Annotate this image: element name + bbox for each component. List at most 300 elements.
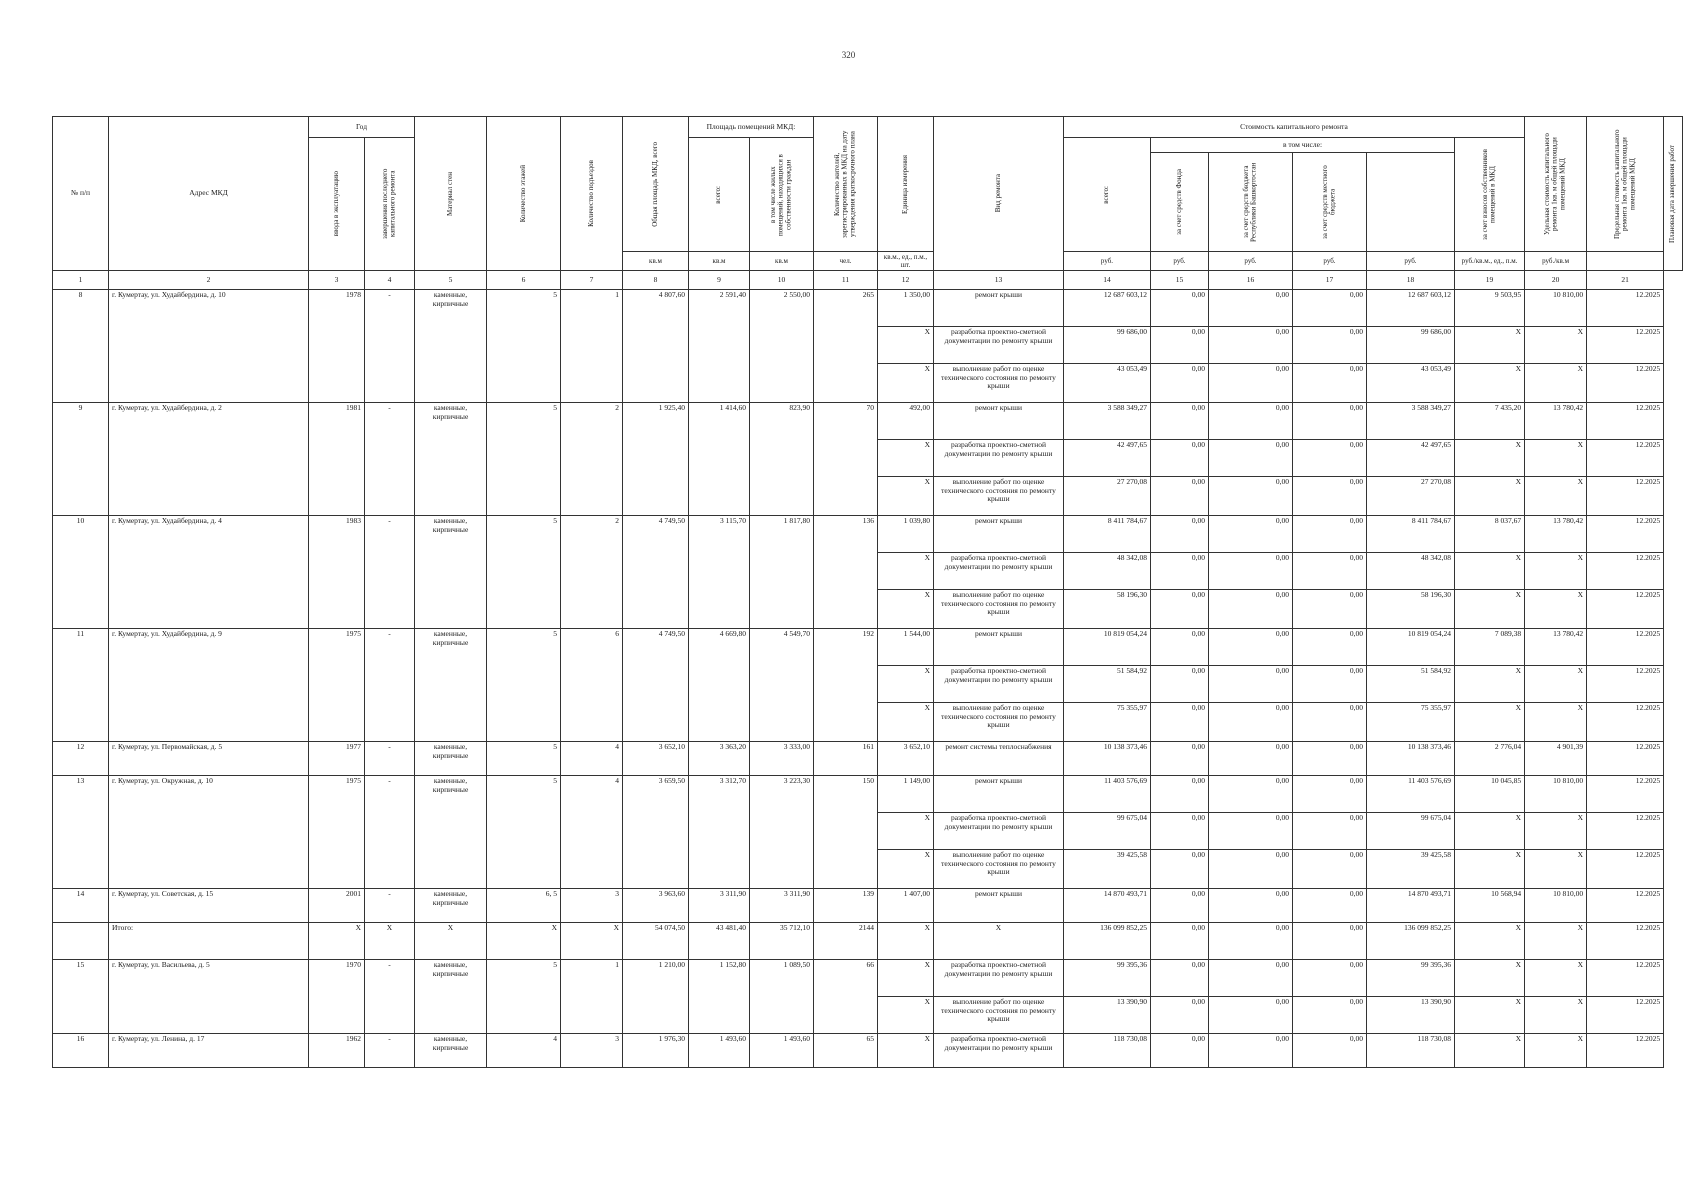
cell-date: 12.2025 — [1587, 440, 1664, 477]
cell-type: X — [934, 923, 1064, 960]
cell-prem-incl: 2 550,00 — [750, 290, 814, 403]
cell-fund: 0,00 — [1151, 1034, 1209, 1068]
cell-date: 12.2025 — [1587, 776, 1664, 813]
cell-floors: 6, 5 — [487, 889, 561, 923]
cell-unit: X — [878, 477, 934, 516]
cell-floors: 5 — [487, 516, 561, 629]
cell-owners: 118 730,08 — [1367, 1034, 1455, 1068]
cell-residents: 139 — [814, 889, 878, 923]
cell-limit: X — [1525, 1034, 1587, 1068]
col-material: Материал стен — [415, 117, 487, 271]
cell-limit: X — [1525, 364, 1587, 403]
col-year-last-repair: завершения последнего капитального ремонта — [365, 138, 415, 271]
cell-fund: 0,00 — [1151, 516, 1209, 553]
col-specific-cost: Удельная стоимость капитального ремонта 1кв. м общей площади помещений МКД — [1525, 117, 1587, 252]
cell-floors: 5 — [487, 403, 561, 516]
capital-repair-table — [52, 116, 1683, 1068]
cell-date: 12.2025 — [1587, 813, 1664, 850]
cell-limit: X — [1525, 997, 1587, 1034]
cell-fund: 0,00 — [1151, 327, 1209, 364]
cell-local: 0,00 — [1293, 290, 1367, 327]
cell-local: 0,00 — [1293, 477, 1367, 516]
cell-num: 16 — [53, 1034, 109, 1068]
cell-year: 1970 — [309, 960, 365, 1034]
col-premises-group: Площадь помещений МКД: — [689, 117, 814, 138]
cell-fund: 0,00 — [1151, 553, 1209, 590]
cell-address: г. Кумертау, ул. Ленина, д. 17 — [109, 1034, 309, 1068]
col-premises-total: всего: — [689, 138, 750, 252]
cell-area: 4 749,50 — [623, 516, 689, 629]
cell-fund: 0,00 — [1151, 290, 1209, 327]
cell-unit: 3 652,10 — [878, 742, 934, 776]
cell-prem-total: 1 152,80 — [689, 960, 750, 1034]
cell-local: 0,00 — [1293, 742, 1367, 776]
cell-area: 3 963,60 — [623, 889, 689, 923]
cell-year: 1975 — [309, 629, 365, 742]
cell-entrances: 1 — [561, 960, 623, 1034]
cell-spec: 10 568,94 — [1455, 889, 1525, 923]
table-row — [53, 889, 1683, 923]
cell-unit: X — [878, 850, 934, 889]
cell-date: 12.2025 — [1587, 889, 1664, 923]
cell-limit: 4 901,39 — [1525, 742, 1587, 776]
cell-local: 0,00 — [1293, 516, 1367, 553]
cell-rep: 0,00 — [1209, 850, 1293, 889]
cell-unit: X — [878, 440, 934, 477]
cell-area: 4 749,50 — [623, 629, 689, 742]
cell-rep: 0,00 — [1209, 997, 1293, 1034]
cell-spec: 10 045,85 — [1455, 776, 1525, 813]
col-cost-total: всего: — [1064, 138, 1151, 252]
cell-spec: X — [1455, 703, 1525, 742]
cell-owners: 13 390,90 — [1367, 997, 1455, 1034]
cell-date: 12.2025 — [1587, 364, 1664, 403]
table-row — [53, 516, 1683, 553]
total-row — [53, 923, 1683, 960]
col-local: за счет средств местного бюджета — [1293, 153, 1367, 252]
cell-entrances: 4 — [561, 742, 623, 776]
cell-rep: 0,00 — [1209, 590, 1293, 629]
col-deadline: Плановая дата завершения работ — [1664, 117, 1683, 271]
cell-address: г. Кумертау, ул. Худайбердина, д. 4 — [109, 516, 309, 629]
cell-prem-incl: 1 493,60 — [750, 1034, 814, 1068]
cell-entrances: 1 — [561, 290, 623, 403]
cell-spec: X — [1455, 553, 1525, 590]
cell-last-repair: - — [365, 290, 415, 403]
cell-fund: 0,00 — [1151, 850, 1209, 889]
cell-owners: 42 497,65 — [1367, 440, 1455, 477]
cell-local: 0,00 — [1293, 776, 1367, 813]
cell-type: ремонт системы теплоснабжения — [934, 742, 1064, 776]
cell-last-repair: X — [365, 923, 415, 960]
cell-prem-incl: 3 311,90 — [750, 889, 814, 923]
cell-limit: 13 780,42 — [1525, 403, 1587, 440]
cell-area: 1 976,30 — [623, 1034, 689, 1068]
cell-last-repair: - — [365, 629, 415, 742]
cell-prem-total: 3 312,70 — [689, 776, 750, 889]
cell-floors: 5 — [487, 960, 561, 1034]
cell-type: разработка проектно-сметной документации по ремонту крыши — [934, 553, 1064, 590]
cell-fund: 0,00 — [1151, 364, 1209, 403]
cell-owners: 48 342,08 — [1367, 553, 1455, 590]
cell-type: ремонт крыши — [934, 516, 1064, 553]
cell-limit: X — [1525, 703, 1587, 742]
col-address: Адрес МКД — [109, 117, 309, 271]
cell-total: 13 390,90 — [1064, 997, 1151, 1034]
cell-rep: 0,00 — [1209, 666, 1293, 703]
cell-residents: 265 — [814, 290, 878, 403]
cell-unit: X — [878, 1034, 934, 1068]
cell-last-repair: - — [365, 776, 415, 889]
cell-rep: 0,00 — [1209, 1034, 1293, 1068]
cell-type: выполнение работ по оценке технического состояния по ремонту крыши — [934, 850, 1064, 889]
cell-material: каменные, кирпичные — [415, 403, 487, 516]
cell-prem-total: 1 493,60 — [689, 1034, 750, 1068]
cell-fund: 0,00 — [1151, 703, 1209, 742]
cell-date: 12.2025 — [1587, 516, 1664, 553]
cell-rep: 0,00 — [1209, 960, 1293, 997]
cell-prem-total: 3 311,90 — [689, 889, 750, 923]
cell-area: 3 652,10 — [623, 742, 689, 776]
cell-owners: 8 411 784,67 — [1367, 516, 1455, 553]
cell-spec: 7 435,20 — [1455, 403, 1525, 440]
cell-spec: X — [1455, 1034, 1525, 1068]
cell-prem-incl: 1 089,50 — [750, 960, 814, 1034]
cell-type: ремонт крыши — [934, 629, 1064, 666]
col-residents: Количество жителей, зарегистрированных в МКД на дату утверждения краткосрочного плана — [814, 117, 878, 252]
cell-date: 12.2025 — [1587, 960, 1664, 997]
cell-address: г. Кумертау, ул. Окружная, д. 10 — [109, 776, 309, 889]
cell-date: 12.2025 — [1587, 703, 1664, 742]
cell-num — [53, 923, 109, 960]
cell-address: г. Кумертау, ул. Худайбердина, д. 2 — [109, 403, 309, 516]
cell-total: 75 355,97 — [1064, 703, 1151, 742]
cell-total: 118 730,08 — [1064, 1034, 1151, 1068]
cell-unit: 1 544,00 — [878, 629, 934, 666]
col-republic: за счет средств бюджета Республики Башкортостан — [1209, 153, 1293, 252]
cell-owners: 10 819 054,24 — [1367, 629, 1455, 666]
cell-local: 0,00 — [1293, 889, 1367, 923]
cell-residents: 70 — [814, 403, 878, 516]
cell-prem-incl: 823,90 — [750, 403, 814, 516]
cell-owners: 14 870 493,71 — [1367, 889, 1455, 923]
cell-year: 2001 — [309, 889, 365, 923]
col-num: № п/п — [53, 117, 109, 271]
cell-material: каменные, кирпичные — [415, 776, 487, 889]
cell-rep: 0,00 — [1209, 290, 1293, 327]
cell-prem-incl: 4 549,70 — [750, 629, 814, 742]
cell-last-repair: - — [365, 742, 415, 776]
cell-rep: 0,00 — [1209, 923, 1293, 960]
cell-fund: 0,00 — [1151, 960, 1209, 997]
cell-rep: 0,00 — [1209, 889, 1293, 923]
col-extra — [1367, 153, 1455, 252]
cell-fund: 0,00 — [1151, 813, 1209, 850]
table-row — [53, 1034, 1683, 1068]
cell-date: 12.2025 — [1587, 923, 1664, 960]
cell-residents: 161 — [814, 742, 878, 776]
cell-total: 58 196,30 — [1064, 590, 1151, 629]
cell-date: 12.2025 — [1587, 327, 1664, 364]
table-row — [53, 960, 1683, 997]
cell-owners: 3 588 349,27 — [1367, 403, 1455, 440]
cell-local: 0,00 — [1293, 703, 1367, 742]
cell-limit: X — [1525, 666, 1587, 703]
cell-spec: X — [1455, 850, 1525, 889]
cell-local: 0,00 — [1293, 666, 1367, 703]
cell-limit: X — [1525, 440, 1587, 477]
cell-prem-total: 2 591,40 — [689, 290, 750, 403]
table-row — [53, 629, 1683, 666]
cell-residents: 2144 — [814, 923, 878, 960]
table-row — [53, 742, 1683, 776]
cell-unit: X — [878, 327, 934, 364]
cell-spec: 9 503,95 — [1455, 290, 1525, 327]
cell-residents: 150 — [814, 776, 878, 889]
cell-date: 12.2025 — [1587, 997, 1664, 1034]
cell-type: разработка проектно-сметной документации по ремонту крыши — [934, 1034, 1064, 1068]
cell-type: разработка проектно-сметной документации по ремонту крыши — [934, 960, 1064, 997]
cell-fund: 0,00 — [1151, 742, 1209, 776]
cell-material: каменные, кирпичные — [415, 516, 487, 629]
cell-material: каменные, кирпичные — [415, 960, 487, 1034]
cell-prem-total: 43 481,40 — [689, 923, 750, 960]
cell-unit: 1 350,00 — [878, 290, 934, 327]
cell-owners: 58 196,30 — [1367, 590, 1455, 629]
cell-limit: X — [1525, 477, 1587, 516]
cell-local: 0,00 — [1293, 629, 1367, 666]
cell-type: выполнение работ по оценке технического состояния по ремонту крыши — [934, 997, 1064, 1034]
cell-total: 99 395,36 — [1064, 960, 1151, 997]
cell-material: каменные, кирпичные — [415, 1034, 487, 1068]
cell-rep: 0,00 — [1209, 516, 1293, 553]
cell-prem-incl: 35 712,10 — [750, 923, 814, 960]
cell-spec: X — [1455, 327, 1525, 364]
cell-limit: X — [1525, 553, 1587, 590]
cell-year: X — [309, 923, 365, 960]
cell-local: 0,00 — [1293, 403, 1367, 440]
cell-rep: 0,00 — [1209, 629, 1293, 666]
cell-address: г. Кумертау, ул. Васильева, д. 5 — [109, 960, 309, 1034]
cell-total: 43 053,49 — [1064, 364, 1151, 403]
cell-type: разработка проектно-сметной документации по ремонту крыши — [934, 327, 1064, 364]
cell-rep: 0,00 — [1209, 703, 1293, 742]
cell-type: ремонт крыши — [934, 403, 1064, 440]
cell-unit: X — [878, 364, 934, 403]
cell-unit: X — [878, 813, 934, 850]
cell-rep: 0,00 — [1209, 813, 1293, 850]
cell-year: 1983 — [309, 516, 365, 629]
cell-owners: 27 270,08 — [1367, 477, 1455, 516]
cell-prem-total: 4 669,80 — [689, 629, 750, 742]
cell-address: Итого: — [109, 923, 309, 960]
col-premises-incl: в том числе жилых помещений, находящихся в собственности граждан — [750, 138, 814, 252]
cell-local: 0,00 — [1293, 813, 1367, 850]
cell-residents: 136 — [814, 516, 878, 629]
cell-year: 1981 — [309, 403, 365, 516]
cell-unit: 492,00 — [878, 403, 934, 440]
cell-material: каменные, кирпичные — [415, 742, 487, 776]
cell-limit: 10 810,00 — [1525, 889, 1587, 923]
cell-entrances: X — [561, 923, 623, 960]
cell-floors: 5 — [487, 290, 561, 403]
cell-total: 3 588 349,27 — [1064, 403, 1151, 440]
cell-material: каменные, кирпичные — [415, 889, 487, 923]
cell-rep: 0,00 — [1209, 440, 1293, 477]
cell-unit: 1 039,80 — [878, 516, 934, 553]
cell-fund: 0,00 — [1151, 440, 1209, 477]
cell-last-repair: - — [365, 1034, 415, 1068]
cell-rep: 0,00 — [1209, 553, 1293, 590]
col-entrances: Количество подъездов — [561, 117, 623, 271]
cell-unit: X — [878, 703, 934, 742]
cell-prem-incl: 3 223,30 — [750, 776, 814, 889]
col-owners: за счет взносов собственников помещений в МКД — [1455, 138, 1525, 252]
cell-area: 4 807,60 — [623, 290, 689, 403]
cell-type: выполнение работ по оценке технического состояния по ремонту крыши — [934, 703, 1064, 742]
cell-fund: 0,00 — [1151, 889, 1209, 923]
cell-date: 12.2025 — [1587, 553, 1664, 590]
cell-fund: 0,00 — [1151, 403, 1209, 440]
cell-total: 8 411 784,67 — [1064, 516, 1151, 553]
cell-type: разработка проектно-сметной документации по ремонту крыши — [934, 813, 1064, 850]
cell-type: разработка проектно-сметной документации по ремонту крыши — [934, 666, 1064, 703]
cell-spec: X — [1455, 666, 1525, 703]
cell-fund: 0,00 — [1151, 477, 1209, 516]
cell-spec: 2 776,04 — [1455, 742, 1525, 776]
cell-local: 0,00 — [1293, 553, 1367, 590]
cell-date: 12.2025 — [1587, 477, 1664, 516]
cell-total: 99 675,04 — [1064, 813, 1151, 850]
cell-limit: 13 780,42 — [1525, 629, 1587, 666]
cell-rep: 0,00 — [1209, 403, 1293, 440]
cell-floors: 5 — [487, 776, 561, 889]
cell-residents: 65 — [814, 1034, 878, 1068]
cell-rep: 0,00 — [1209, 776, 1293, 813]
cell-limit: X — [1525, 960, 1587, 997]
cell-year: 1978 — [309, 290, 365, 403]
cell-local: 0,00 — [1293, 590, 1367, 629]
cell-year: 1962 — [309, 1034, 365, 1068]
table-body — [53, 290, 1683, 1068]
cell-fund: 0,00 — [1151, 629, 1209, 666]
cell-owners: 99 686,00 — [1367, 327, 1455, 364]
cell-rep: 0,00 — [1209, 327, 1293, 364]
cell-unit: X — [878, 997, 934, 1034]
cell-floors: 4 — [487, 1034, 561, 1068]
cell-date: 12.2025 — [1587, 290, 1664, 327]
cell-local: 0,00 — [1293, 997, 1367, 1034]
cell-type: ремонт крыши — [934, 290, 1064, 327]
cell-spec: 7 089,38 — [1455, 629, 1525, 666]
cell-floors: X — [487, 923, 561, 960]
cell-unit: 1 149,00 — [878, 776, 934, 813]
cell-rep: 0,00 — [1209, 364, 1293, 403]
cell-owners: 75 355,97 — [1367, 703, 1455, 742]
cell-date: 12.2025 — [1587, 742, 1664, 776]
cell-owners: 43 053,49 — [1367, 364, 1455, 403]
cell-spec: X — [1455, 923, 1525, 960]
cell-prem-incl: 3 333,00 — [750, 742, 814, 776]
cell-total: 14 870 493,71 — [1064, 889, 1151, 923]
cell-address: г. Кумертау, ул. Советская, д. 15 — [109, 889, 309, 923]
column-numbers-row: 1 2 3 4 5 6 7 8 9 10 11 12 13 14 15 16 17 18 19 20 21 — [53, 271, 1683, 290]
cell-residents: 66 — [814, 960, 878, 1034]
table-row — [53, 403, 1683, 440]
cell-type: ремонт крыши — [934, 889, 1064, 923]
cell-total: 11 403 576,69 — [1064, 776, 1151, 813]
cell-prem-total: 3 115,70 — [689, 516, 750, 629]
cell-entrances: 3 — [561, 889, 623, 923]
cell-year: 1975 — [309, 776, 365, 889]
col-year-commission: ввода в эксплуатацию — [309, 138, 365, 271]
cell-local: 0,00 — [1293, 327, 1367, 364]
cell-total: 48 342,08 — [1064, 553, 1151, 590]
cell-entrances: 2 — [561, 403, 623, 516]
cell-owners: 51 584,92 — [1367, 666, 1455, 703]
cell-floors: 5 — [487, 742, 561, 776]
cell-last-repair: - — [365, 960, 415, 1034]
col-floors: Количество этажей — [487, 117, 561, 271]
cell-entrances: 6 — [561, 629, 623, 742]
cell-area: 54 074,50 — [623, 923, 689, 960]
cell-fund: 0,00 — [1151, 923, 1209, 960]
cell-address: г. Кумертау, ул. Худайбердина, д. 9 — [109, 629, 309, 742]
cell-address: г. Кумертау, ул. Первомайская, д. 5 — [109, 742, 309, 776]
cell-unit: X — [878, 960, 934, 997]
cell-spec: X — [1455, 440, 1525, 477]
cell-limit: X — [1525, 923, 1587, 960]
table-row — [53, 290, 1683, 327]
cell-limit: X — [1525, 813, 1587, 850]
cell-owners: 10 138 373,46 — [1367, 742, 1455, 776]
cell-num: 11 — [53, 629, 109, 742]
cell-unit: X — [878, 666, 934, 703]
cell-total: 10 138 373,46 — [1064, 742, 1151, 776]
cell-owners: 39 425,58 — [1367, 850, 1455, 889]
cell-fund: 0,00 — [1151, 997, 1209, 1034]
col-work-type: Вид ремонта — [934, 117, 1064, 271]
cell-floors: 5 — [487, 629, 561, 742]
cell-spec: X — [1455, 364, 1525, 403]
cell-area: 1 210,00 — [623, 960, 689, 1034]
cell-prem-total: 3 363,20 — [689, 742, 750, 776]
cell-last-repair: - — [365, 889, 415, 923]
cell-local: 0,00 — [1293, 850, 1367, 889]
cell-year: 1977 — [309, 742, 365, 776]
cell-spec: X — [1455, 997, 1525, 1034]
cell-spec: 8 037,67 — [1455, 516, 1525, 553]
cell-total: 51 584,92 — [1064, 666, 1151, 703]
cell-unit: X — [878, 590, 934, 629]
cell-fund: 0,00 — [1151, 590, 1209, 629]
cell-address: г. Кумертау, ул. Худайбердина, д. 10 — [109, 290, 309, 403]
cell-material: X — [415, 923, 487, 960]
cell-num: 13 — [53, 776, 109, 889]
cell-rep: 0,00 — [1209, 742, 1293, 776]
cell-total: 12 687 603,12 — [1064, 290, 1151, 327]
cell-num: 12 — [53, 742, 109, 776]
cell-residents: 192 — [814, 629, 878, 742]
cell-date: 12.2025 — [1587, 590, 1664, 629]
cell-spec: X — [1455, 590, 1525, 629]
cell-material: каменные, кирпичные — [415, 629, 487, 742]
col-unit: Единица измерения — [878, 117, 934, 252]
cell-owners: 99 395,36 — [1367, 960, 1455, 997]
cell-type: выполнение работ по оценке технического состояния по ремонту крыши — [934, 590, 1064, 629]
cell-num: 10 — [53, 516, 109, 629]
cell-entrances: 3 — [561, 1034, 623, 1068]
